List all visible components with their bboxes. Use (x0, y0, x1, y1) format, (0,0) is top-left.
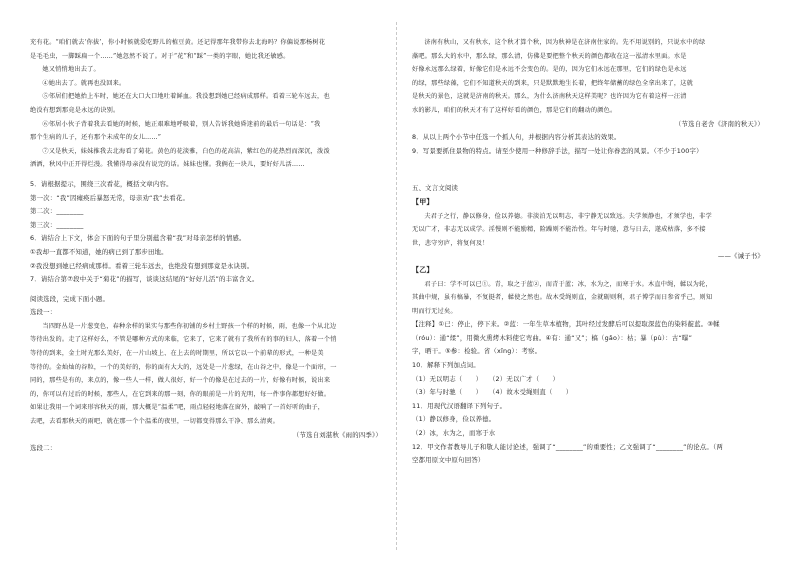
question-6: 6．请结合上下文，体会下面的句子里分别蕴含着“我”对母亲怎样的情感。 (30, 234, 246, 243)
question-5: 5．请根据提示，围绕三次看花，概括文章内容。 (30, 179, 173, 188)
selection-1-line: 如果让我用一个词来形容秋天的雨，那大概是“温柔”吧，雨点轻轻地落在窗外，敲响了一首好听的曲子， (30, 404, 325, 412)
text-yi-line: 明而行无过矣。 (412, 307, 457, 315)
column-divider (396, 22, 397, 550)
annotation: 【注释】①已：停止，停下来。②蓝：一年生草本植物，其叶经过发酵后可以提取深蓝色的染料靛蓝。③輮 (412, 320, 720, 329)
selection-2-line: 是秋天的景色，这就是济南的秋天。那么，为什么济南秋天这样美呢？也许因为它有着这样一汪清 (412, 93, 687, 101)
story-line: 是毛毛虫，一脚踩扁一个……”她忽然不说了。对于“花”和“踩”一类的字眼，她比我还敏感。 (30, 52, 290, 60)
selection-1-line: 同的，那些是有的，来点的，像一些人一样，做人很好，好一个的像是在过去的一片，好像有时候，说出来 (30, 377, 331, 385)
selection-1-line: 等待的到来，金土时光那么美好，在一片山坡上、在上去的时期里，所以它以一个前辈的形式，一种是美 (30, 350, 324, 358)
text-yi-label: 【乙】 (412, 265, 434, 274)
selection-2-line: 水的影儿，咱们的秋天才有了这样好看的颜色，那是它们的翻动的颜色。 (412, 106, 617, 114)
question-12: 12．甲文作者教导儿子和敬人能讨论述，强调了“________”的重要性；乙文强调了“________”的论点。（两 (412, 442, 723, 451)
question-5-third: 第三次：________ (30, 220, 84, 229)
story-paragraph-4: ④她出去了。就再也没回来。 (42, 79, 126, 87)
story-paragraph-7: ⑦又是秋天，妹妹推我去北海看了菊花。黄色的花淡雅，白色的花高洁，紫红色的花热烈而深沉，泼泼 (42, 147, 330, 155)
selection-2-label: 选段二： (30, 444, 57, 453)
question-10: 10．解释下列加点词。 (412, 361, 480, 370)
selection-1-line: 等待出发的。走了这样好么，不管是哪种方式的来临，它来了，它来了就有了我所有的事的妇人，落着一个悄 (30, 336, 337, 344)
section-5-heading: 五、文言文阅读 (412, 184, 459, 193)
question-7: 7．请结合第⑦段中关于“菊花”的描写，谈谈这结尾的“好好儿活”的丰富含义。 (30, 275, 259, 284)
right-column (412, 36, 764, 468)
selection-2-line: 济南有秋山，又有秋水，这个秋才算个秋，因为秋神是在济南住家的。先不用说别的，只说水中的绿 (424, 39, 706, 46)
question-12-cont: 空都用原文中原句回答） (412, 456, 485, 465)
text-yi-line: 君子曰：学不可以已①。青，取之于蓝②，而青于蓝；冰，水为之，而寒于水。木直中绳，輮以为轮， (424, 280, 712, 288)
text-yi-line: 其曲中规，虽有槁暴，不复挺者，輮使之然也。故木受绳则直，金就砺则利，君子博学而日参省乎己，则知 (412, 294, 713, 302)
left-column (30, 36, 382, 456)
question-5-first: 第一次：“我”因瘫痪后暴怒无常，母亲劝“我”去看花。 (30, 193, 190, 202)
reading-instruction: 阅读选段，完成下面小题。 (30, 294, 110, 303)
story-line: 洒洒，秋风中正开得烂漫。我懂得母亲没有说完的话。妹妹也懂。我俩在一块儿，要好好儿活…… (30, 161, 305, 169)
selection-1-line: 的，你可以有过后的时候，那些人，在它到来的那一刻，你的眼前是一片的光明，每一件事你都想好好做。 (30, 390, 331, 398)
question-5-second: 第二次：________ (30, 207, 84, 216)
text-jia-line: 无以广才，非志无以成学。淫慢则不能励精，险躁则不能治性。年与时驰，意与日去，遂成枯落，多不接 (412, 226, 706, 234)
story-line: 她又悄悄地出去了。 (42, 66, 100, 74)
selection-1-label: 选段一： (30, 308, 57, 317)
selection-1-line: 等待的。金灿灿的谷粒，一个的美好的，你的面有大大的，远处是一片葱绿，在山谷之中，像是一个面帘，一 (30, 363, 337, 371)
question-10-row-1: （1）无以明志（ ） （2）无以广才（ ） (412, 374, 560, 383)
selection-1-line: 当四野丛是一片葱变色，春种余样的果实与那些你初铺的乡村土野孩一个样的时候，雨，也像一个从北边 (42, 322, 337, 330)
question-10-row-2: （3）年与时驰（ ） （4）故木受绳则直（ ） (412, 388, 573, 397)
selection-1-line: 去吧，去看那秋天的雨吧，就在那一个个温柔的夜里，一切都变得那么干净、那么清爽。 (30, 418, 280, 426)
question-6-item-1: ①我却一直都不知道，她的病已到了那步田地。 (30, 247, 168, 256)
question-11: 11．用现代汉语翻译下列句子。 (412, 401, 507, 410)
text-jia-source: ——《诫子书》 (717, 252, 764, 261)
text-jia-label: 【甲】 (412, 197, 434, 206)
annotation: （róu）：通“煣”，用微火熏烤木料使它弯曲。④有：通“又”；槁（gǎo）：枯；暴（pù）：古“曝” (412, 333, 693, 342)
selection-2-line: 的绿，那些绿藻，它们不知道秋天的到来，只是默默地生长着，把终年储蓄的绿色全拿出来了，这就 (412, 79, 694, 87)
story-line: 充有花。“咱们就去‘你拔’，你小时候就爱吃野儿的植豆黄。还记得那年我带你去北海吗？你偏说那杨树花 (30, 39, 326, 46)
selection-2-line: 藻吧。那么大的水中，那么绿，那么清，仿佛是要把整个秋天的颜色都收在这一泓清水里面。水是 (412, 52, 687, 60)
spacer (412, 170, 764, 182)
question-9: 9．写景要抓住景物的特点。请至少使用一种修辞手法，描写一处让你眷恋的风景。（不少于100字） (412, 146, 703, 155)
question-11-item-2: （2）冰，水为之，而寒于水 (412, 429, 496, 438)
text-jia-line: 夫君子之行，静以修身，俭以养德。非淡泊无以明志，非宁静无以致远。夫学须静也，才须学也，非学 (424, 212, 712, 220)
selection-1-source: （节选自刘湛秋《雨的四季》） (292, 430, 382, 439)
story-paragraph-6: ⑥邻居小伙子背着我去看她的时候，她正艰难地呼吸着，别人告诉我她昏迷前的最后一句话是：“我 (42, 120, 321, 128)
story-line: 那个生病的儿子，还有那个未成年的女儿……” (30, 134, 162, 142)
spacer (412, 158, 764, 170)
story-line: 绝没有想到那竟是永远的诀别。 (30, 106, 120, 114)
question-6-item-2: ②我没想到她已经病成那样。看着三轮车远去，也绝没有想到那竟是永诀别。 (30, 261, 254, 270)
question-11-item-1: （1）静以修身，俭以养德。 (412, 415, 496, 424)
text-jia-line: 世，悲守穷庐，将复何及！ (412, 239, 489, 247)
selection-2-source: （节选自老舍《济南的秋天》） (674, 119, 764, 128)
selection-2-line: 好像永远那么绿着，好像它们是永远不会变色的。是的，因为它们永远在那里，它们的绿色是永远 (412, 66, 687, 74)
story-paragraph-5: ⑤邻居们把她抬上车时，她还在大口大口地吐着鲜血。我没想到她已经病成那样。看着三轮车远去，也 (42, 93, 330, 101)
annotation: 字，晒干。⑤参：检验。省（xǐng）：考察。 (412, 347, 542, 356)
question-8: 8．从以上两个小节中任选一个抓人句，并根据内容分析其表达的效果。 (412, 133, 621, 142)
